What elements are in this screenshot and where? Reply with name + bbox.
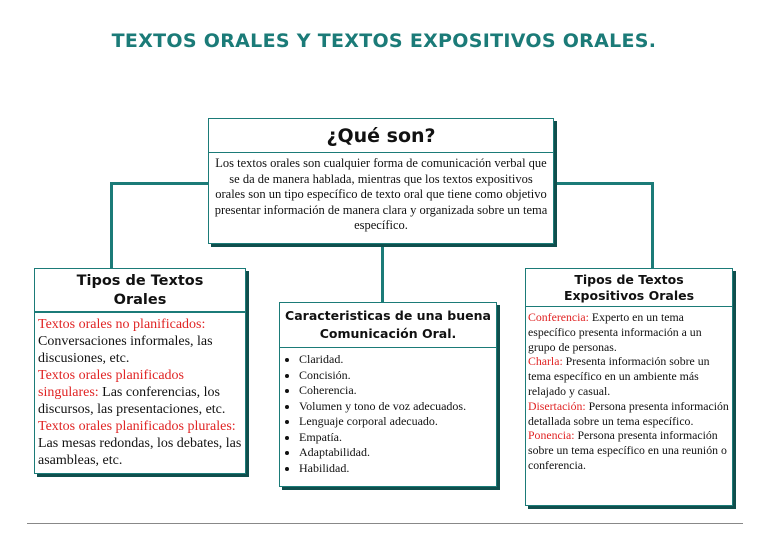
- expository-type-term: Conferencia:: [528, 310, 589, 324]
- oral-types-body-box: [34, 312, 246, 474]
- list-item: • Claridad.: [299, 352, 494, 368]
- page-title: TEXTOS ORALES Y TEXTOS EXPOSITIVOS ORALES.: [111, 30, 657, 52]
- oral-type-term: Textos orales no planificados:: [38, 317, 206, 332]
- expository-type-term: Charla:: [528, 354, 563, 369]
- oral-type-term: Textos orales planificados singulares:: [38, 368, 184, 400]
- definition-text: Los textos orales son cualquier forma de comunicación verbal que se da de manera hablada, mientras que los textos expositivos orales son un tipo específico de texto oral que tiene como objetivo presentar información de manera clara y organizada sobre un tema específico.: [214, 156, 548, 232]
- definition-header-box: [208, 118, 554, 154]
- list-item: • Coherencia.: [299, 383, 494, 399]
- expository-type-desc: Experto en un tema específico presenta información a un grupo de personas.: [528, 310, 702, 354]
- expository-types-heading: Tipos de Textos Expositivos Orales: [563, 272, 695, 303]
- oral-types-header-box: [34, 268, 246, 312]
- list-item: • Concisión.: [299, 368, 494, 384]
- oral-types-list: [38, 316, 243, 469]
- connector-right-drop: [651, 182, 654, 270]
- oral-type-desc: Las conferencias, los discursos, las presentaciones, etc.: [38, 385, 226, 417]
- oral-type-term: Textos orales planificados plurales:: [38, 419, 236, 434]
- connector-right: [554, 182, 654, 185]
- characteristics-body-box: [279, 347, 497, 487]
- definition-text-box: [208, 152, 554, 244]
- footer-divider: [27, 523, 743, 524]
- oral-types-heading: Tipos de Textos Orales: [76, 273, 204, 308]
- connector-left: [110, 182, 210, 185]
- expository-types-body-box: [525, 306, 733, 506]
- list-item: • Lenguaje corporal adecuado.: [299, 414, 494, 430]
- expository-type-term: Disertación:: [528, 398, 586, 413]
- characteristics-heading: Caracteristicas de una buena Comunicación Oral.: [285, 308, 491, 341]
- definition-heading: ¿Qué son?: [326, 125, 436, 147]
- list-item: • Volumen y tono de voz adecuados.: [299, 399, 494, 415]
- expository-type-desc: Persona presenta información detallada sobre un tema específico.: [528, 398, 729, 428]
- connector-left-drop: [110, 182, 113, 270]
- expository-type-desc: Persona presenta información sobre un tema específico en una reunión o conferencia.: [528, 428, 727, 472]
- expository-types-list: [528, 310, 730, 473]
- expository-type-term: Ponencia:: [528, 428, 575, 443]
- list-item: • Adaptabilidad.: [299, 445, 494, 461]
- list-item: • Empatía.: [299, 430, 494, 446]
- list-item: • Habilidad.: [299, 461, 494, 477]
- connector-trunk: [381, 244, 384, 304]
- characteristics-header-box: [279, 302, 497, 348]
- oral-type-desc: Conversaciones informales, las discusiones, etc.: [38, 334, 213, 366]
- expository-type-desc: Presenta información sobre un tema específico en un ambiente más relajado y casual.: [528, 354, 710, 398]
- expository-types-header-box: [525, 268, 733, 308]
- characteristics-list: [282, 352, 494, 476]
- oral-type-desc: Las mesas redondas, los debates, las asambleas, etc.: [38, 436, 242, 468]
